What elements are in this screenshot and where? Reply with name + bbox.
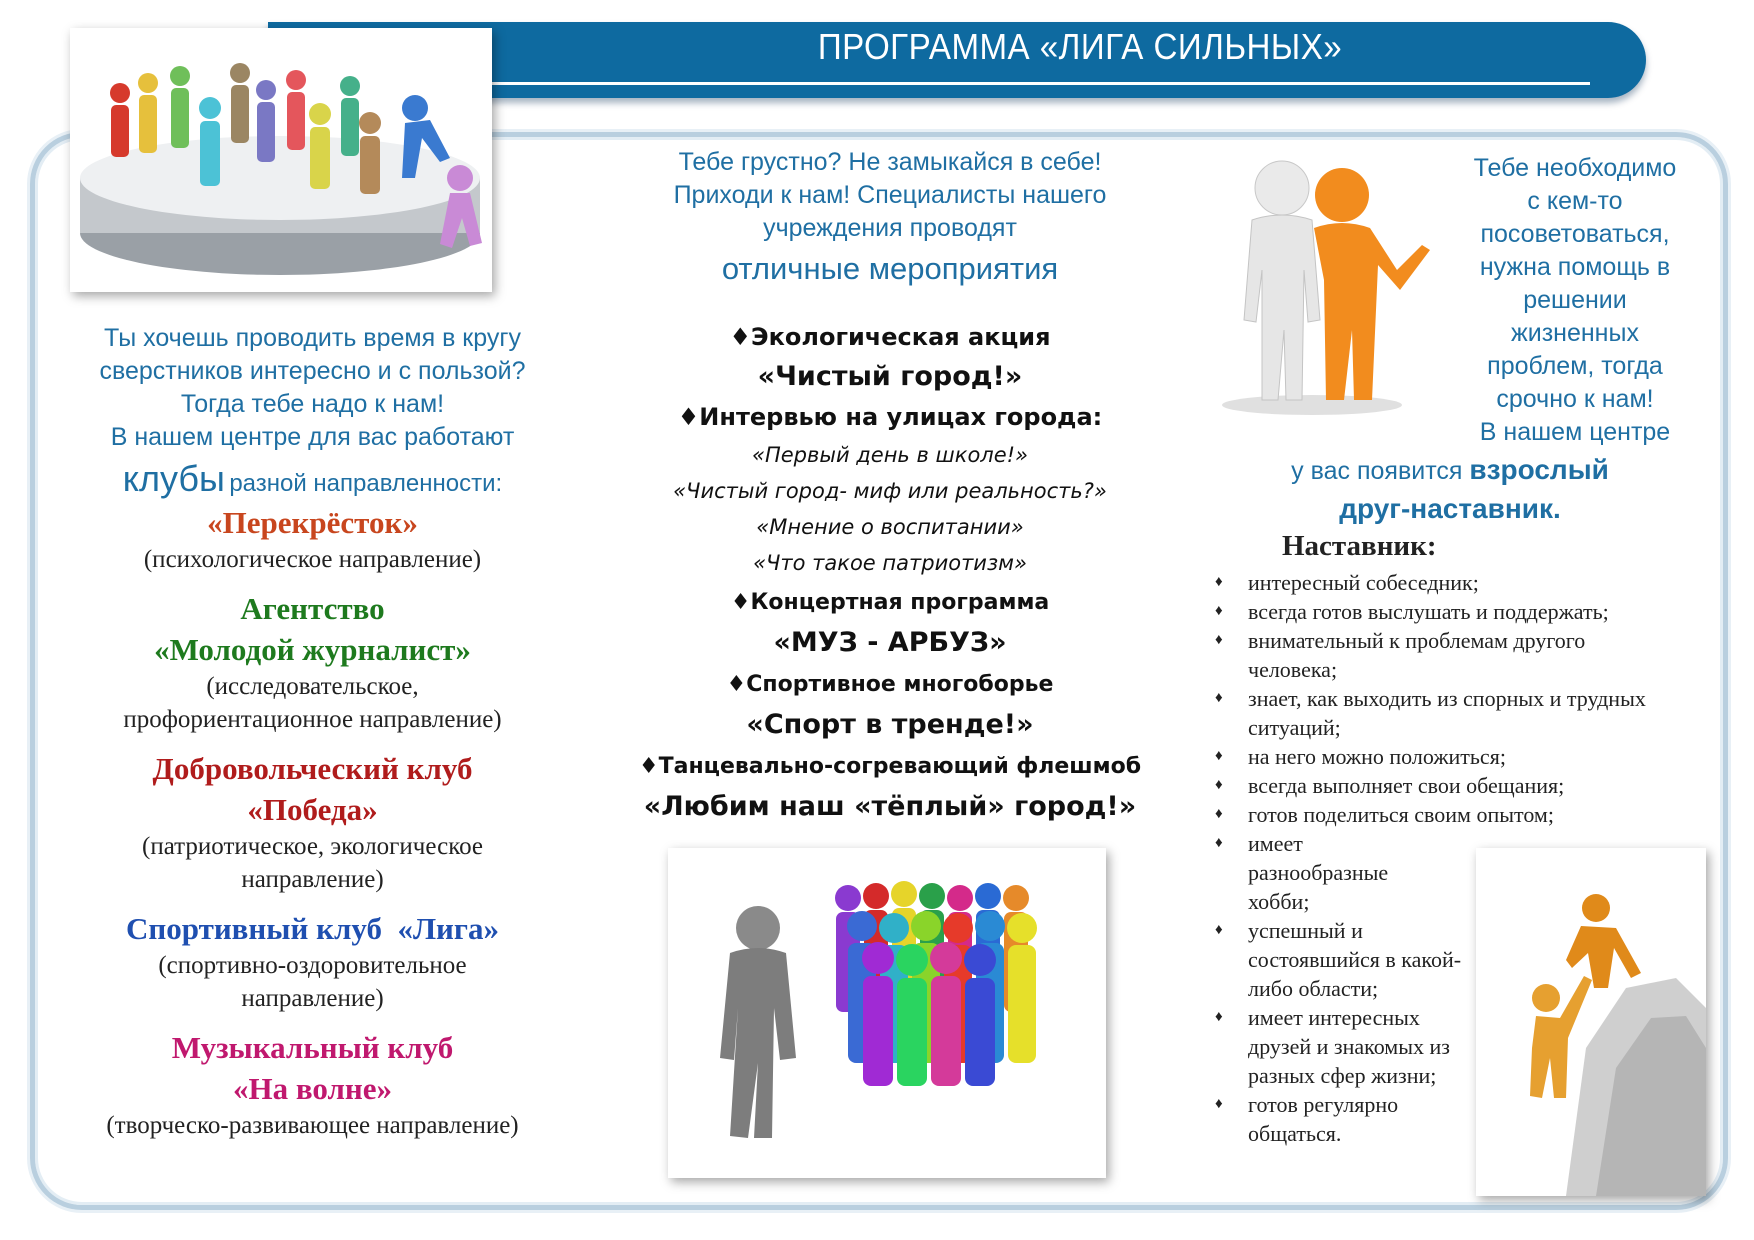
diamond-bullet-icon: ♦ (1215, 806, 1223, 822)
club-crossroads: «Перекрёсток» (психологическое направление) (143, 505, 482, 573)
club-liga: Спортивный клуб «Лига» (спортивно-оздоровительное направление) (126, 911, 499, 1012)
mentor-intro: Тебе необходимо с кем-то посоветоваться, нужна помощь в решении жизненных проблем, тогда срочно к нам! В нашем центре (1473, 154, 1677, 446)
list-item: ♦ интересный собеседник; (1215, 570, 1479, 595)
event-interview: ♦Интервью на улицах города: «Первый день в школе!» «Чистый город- миф или реальность?» «Мнение о воспитании» «Что такое патриотизм» (673, 403, 1107, 575)
diamond-bullet-icon: ♦ (677, 403, 700, 431)
club-young-journalist: Агентство «Молодой журналист» (исследовательское, профориентационное направление) (123, 591, 502, 733)
list-item: ♦ готов поделиться своим опытом; (1215, 802, 1554, 827)
diamond-bullet-icon: ♦ (1215, 748, 1223, 764)
diamond-bullet-icon: ♦ (1215, 574, 1223, 590)
diamond-bullet-icon: ♦ (726, 672, 747, 697)
event-eco: ♦Экологическая акция «Чистый город!» (729, 323, 1051, 392)
list-item: ♦ внимательный к проблемам другого человека; (1215, 628, 1586, 682)
banner-underline (490, 82, 1590, 85)
list-item: ♦ всегда готов выслушать и поддержать; (1215, 599, 1609, 624)
lonely-person-crowd-icon (668, 848, 1106, 1178)
diamond-bullet-icon: ♦ (1215, 777, 1223, 793)
events-intro: Тебе грустно? Не замыкайся в себе! Приходи к нам! Специалисты нашего учреждения проводят (673, 148, 1107, 242)
event-concert: ♦Концертная программа «МУЗ - АРБУЗ» (730, 590, 1050, 658)
clubs-column (55, 322, 570, 1142)
diamond-bullet-icon: ♦ (730, 590, 751, 615)
list-item: ♦ успешный и состоявшийся в какой-либо области; (1215, 918, 1462, 1001)
list-item: ♦ имеет разнообразные хобби; (1215, 831, 1389, 914)
events-highlight: отличные мероприятия (721, 251, 1059, 286)
club-na-volne: Музыкальный клуб «На волне» (творческо-развивающее направление) (106, 1030, 519, 1139)
list-item: ♦ на него можно положиться; (1215, 744, 1506, 769)
diamond-bullet-icon: ♦ (1215, 835, 1223, 851)
diamond-bullet-icon: ♦ (1215, 1096, 1223, 1112)
diamond-bullet-icon: ♦ (1215, 603, 1223, 619)
diamond-bullet-icon: ♦ (729, 323, 751, 351)
diamond-bullet-icon: ♦ (1215, 1009, 1223, 1025)
page-title: ПРОГРАММА «ЛИГА СИЛЬНЫХ» (817, 26, 1343, 67)
list-item: ♦ готов регулярно общаться. (1215, 1092, 1399, 1146)
list-item: ♦ всегда выполняет свои обещания; (1215, 773, 1565, 798)
events-column (600, 146, 1180, 827)
crowd-on-disc-icon (70, 28, 492, 292)
diamond-bullet-icon: ♦ (1215, 632, 1223, 648)
club-victory: Добровольческий клуб «Победа» (патриотическое, экологическое направление) (142, 751, 483, 893)
list-item: ♦ знает, как выходить из спорных и трудных ситуаций; (1215, 686, 1646, 740)
clubs-heading: клубы разной направленности: (122, 458, 503, 499)
clubs-intro: Ты хочешь проводить время в кругу сверстников интересно и с пользой? Тогда тебе надо к нам! В нашем центре для вас работают (99, 324, 526, 451)
event-sport: ♦Спортивное многоборье «Спорт в тренде!» (726, 672, 1054, 740)
diamond-bullet-icon: ♦ (1215, 922, 1223, 938)
mentor-title: Наставник: (1282, 530, 1437, 562)
diamond-bullet-icon: ♦ (1215, 690, 1223, 706)
list-item: ♦ имеет интересных друзей и знакомых из разных сфер жизни; (1215, 1005, 1450, 1088)
climbers-helping-icon (1476, 848, 1706, 1196)
two-people-talking-icon (1212, 150, 1442, 420)
event-flashmob: ♦Танцевально-согревающий флешмоб «Любим наш «тёплый» город!» (638, 754, 1142, 822)
diamond-bullet-icon: ♦ (638, 754, 659, 779)
mentor-offer: у вас появится взрослый друг-наставник. (1291, 454, 1609, 524)
